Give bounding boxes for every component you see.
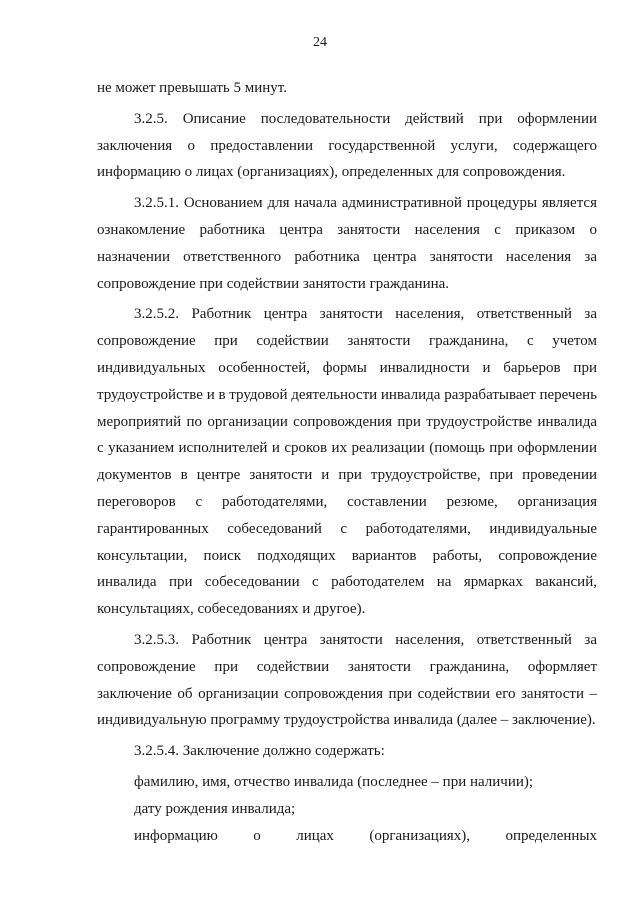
paragraph-continuation: не может превышать 5 минут. xyxy=(97,80,287,96)
document-body xyxy=(97,75,597,849)
page-number: 24 xyxy=(313,35,327,50)
paragraph-3-2-5-2: 3.2.5.2. Работник центра занятости населения, ответственный за сопровождение при содействии занятости гражданина, с учетом индивидуальных особенностей, формы инвалидности и барьеров при трудоустройстве и в трудовой деятельности инвалида разрабатывает перечень мероприятий по организации сопровождения при трудоустройстве инвалида с указанием исполнителей и сроков их реализации (помощь при оформлении документов в центре занятости и при трудоустройстве, при проведении переговоров с работодателями, составлении резюме, организация гарантированных собеседований с работодателями, индивидуальные консультации, поиск подходящих вариантов работы, сопровождение инвалида при собеседовании с работодателем на ярмарках вакансий, консультациях, собеседованиях и другое). xyxy=(97,306,598,618)
paragraph-3-2-5: 3.2.5. Описание последовательности действий при оформлении заключения о предоставлении государственной услуги, содержащего информацию о лицах (организациях), определенных для сопровождения. xyxy=(97,110,597,181)
list-item-birth-date: дату рождения инвалида; xyxy=(134,800,296,817)
paragraph-3-2-5-3: 3.2.5.3. Работник центра занятости населения, ответственный за сопровождение при содействии занятости гражданина, оформляет заключение об организации сопровождения при содействии его занятости – индивидуальную программу трудоустройства инвалида (далее – заключение). xyxy=(97,631,597,729)
paragraph-3-2-5-4: 3.2.5.4. Заключение должно содержать: xyxy=(134,743,385,760)
list-item-full-name: фамилию, имя, отчество инвалида (последнее – при наличии); xyxy=(134,773,534,790)
list-item-organizations: информацию о лицах (организациях), определенных xyxy=(134,827,597,844)
paragraph-3-2-5-1: 3.2.5.1. Основанием для начала административной процедуры является ознакомление работника центра занятости населения с приказом о назначении ответственного работника центра занятости населения за сопровождение при содействии занятости гражданина. xyxy=(97,195,597,292)
